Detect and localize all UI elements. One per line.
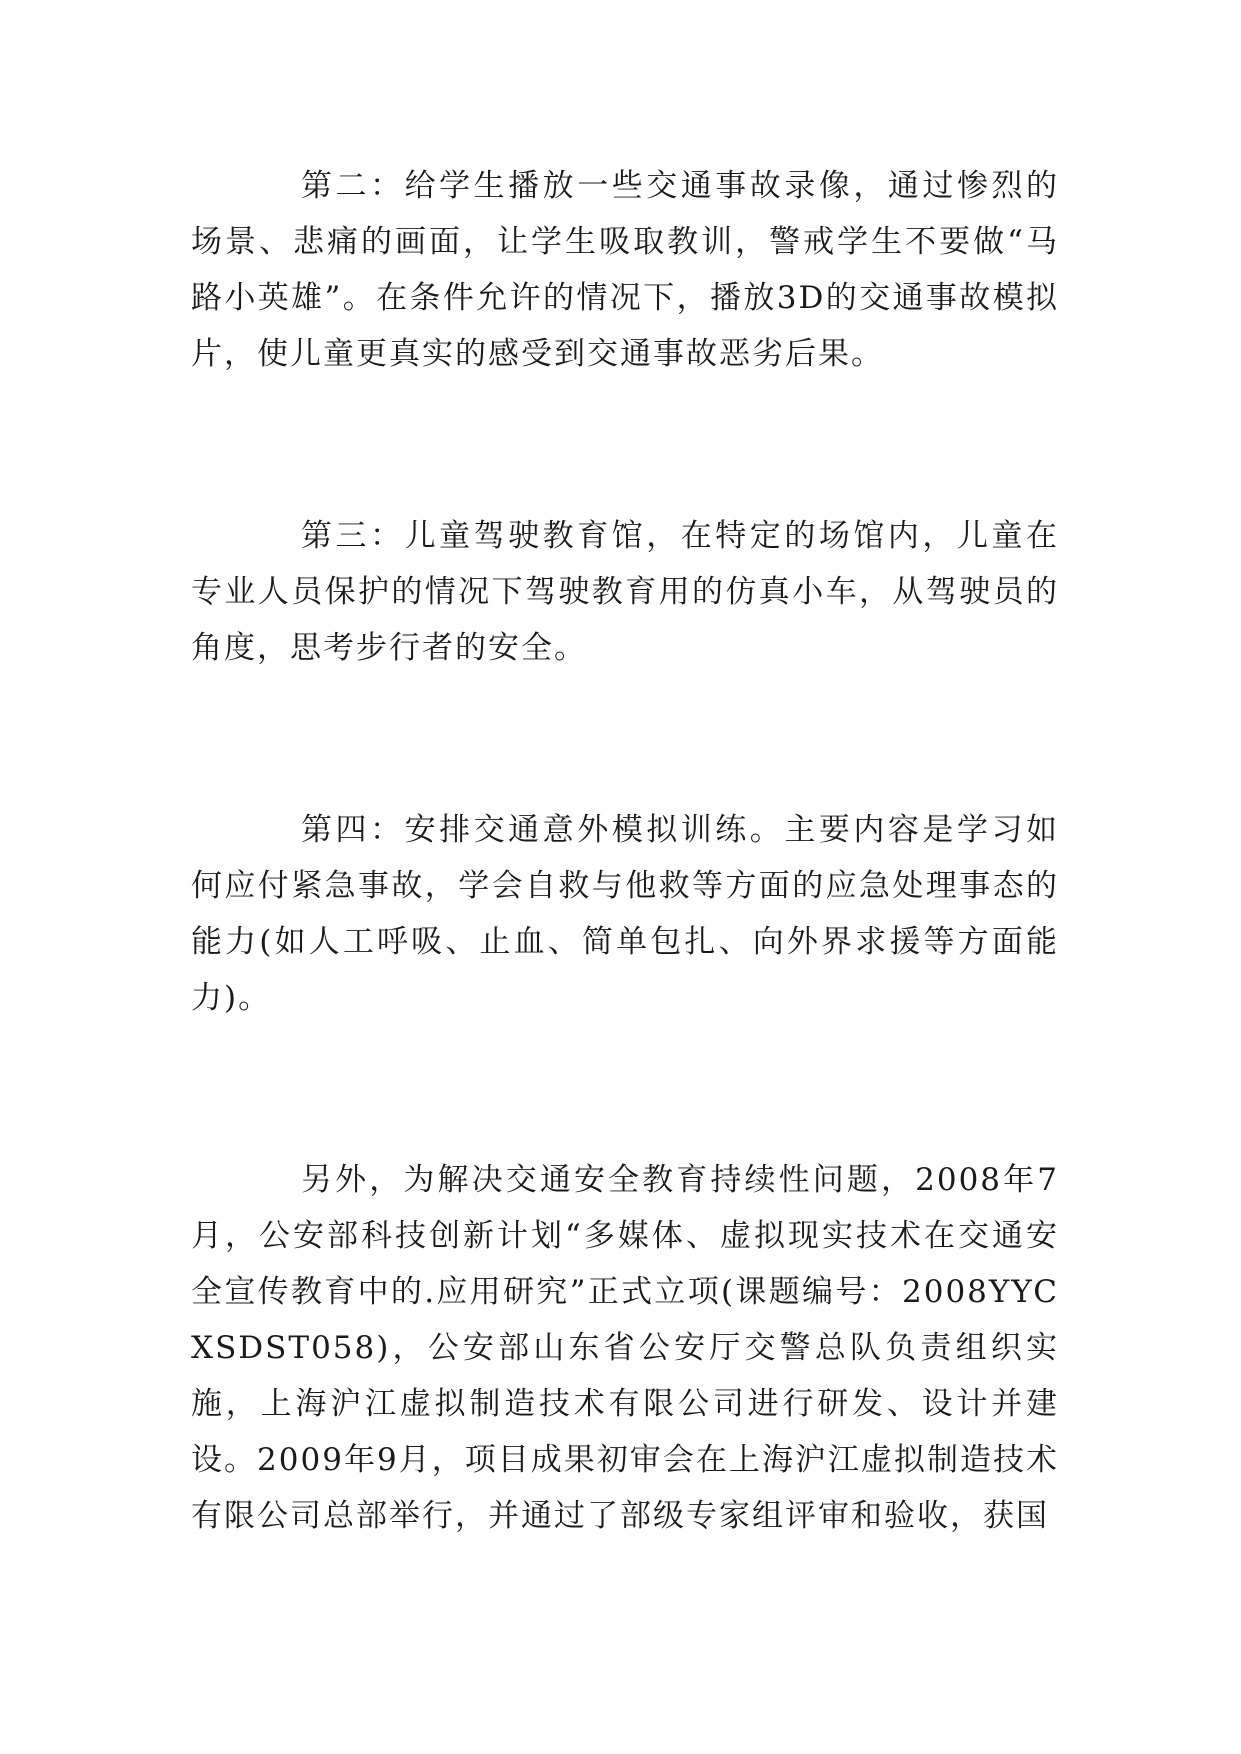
paragraph-third-point: 第三：儿童驾驶教育馆，在特定的场馆内，儿童在专业人员保护的情况下驾驶教育用的仿真小车，从驾驶员的角度，思考步行者的安全。 — [191, 518, 1059, 666]
paragraph-additional-info: 另外，为解决交通安全教育持续性问题，2008年7月，公安部科技创新计划“多媒体、虚拟现实技术在交通安全宣传教育中的.应用研究”正式立项(课题编号：2008YYCXSDST058)，公安部山东省公安厅交警总队负责组织实施，上海沪江虚拟制造技术有限公司进行研发、设计并建设。2009年9月，项目成果初审会在上海沪江虚拟制造技术有限公司总部举行，并通过了部级专家组评审和验收，获国 — [191, 1162, 1059, 1534]
paragraph-second-point: 第二：给学生播放一些交通事故录像，通过惨烈的场景、悲痛的画面，让学生吸取教训，警戒学生不要做“马路小英雄”。在条件允许的情况下，播放3D的交通事故模拟片，使儿童更真实的感受到交通事故恶劣后果。 — [191, 168, 1059, 372]
paragraph-fourth-point: 第四：安排交通意外模拟训练。主要内容是学习如何应付紧急事故，学会自救与他救等方面的应急处理事态的能力(如人工呼吸、止血、简单包扎、向外界求援等方面能力)。 — [191, 812, 1059, 1016]
